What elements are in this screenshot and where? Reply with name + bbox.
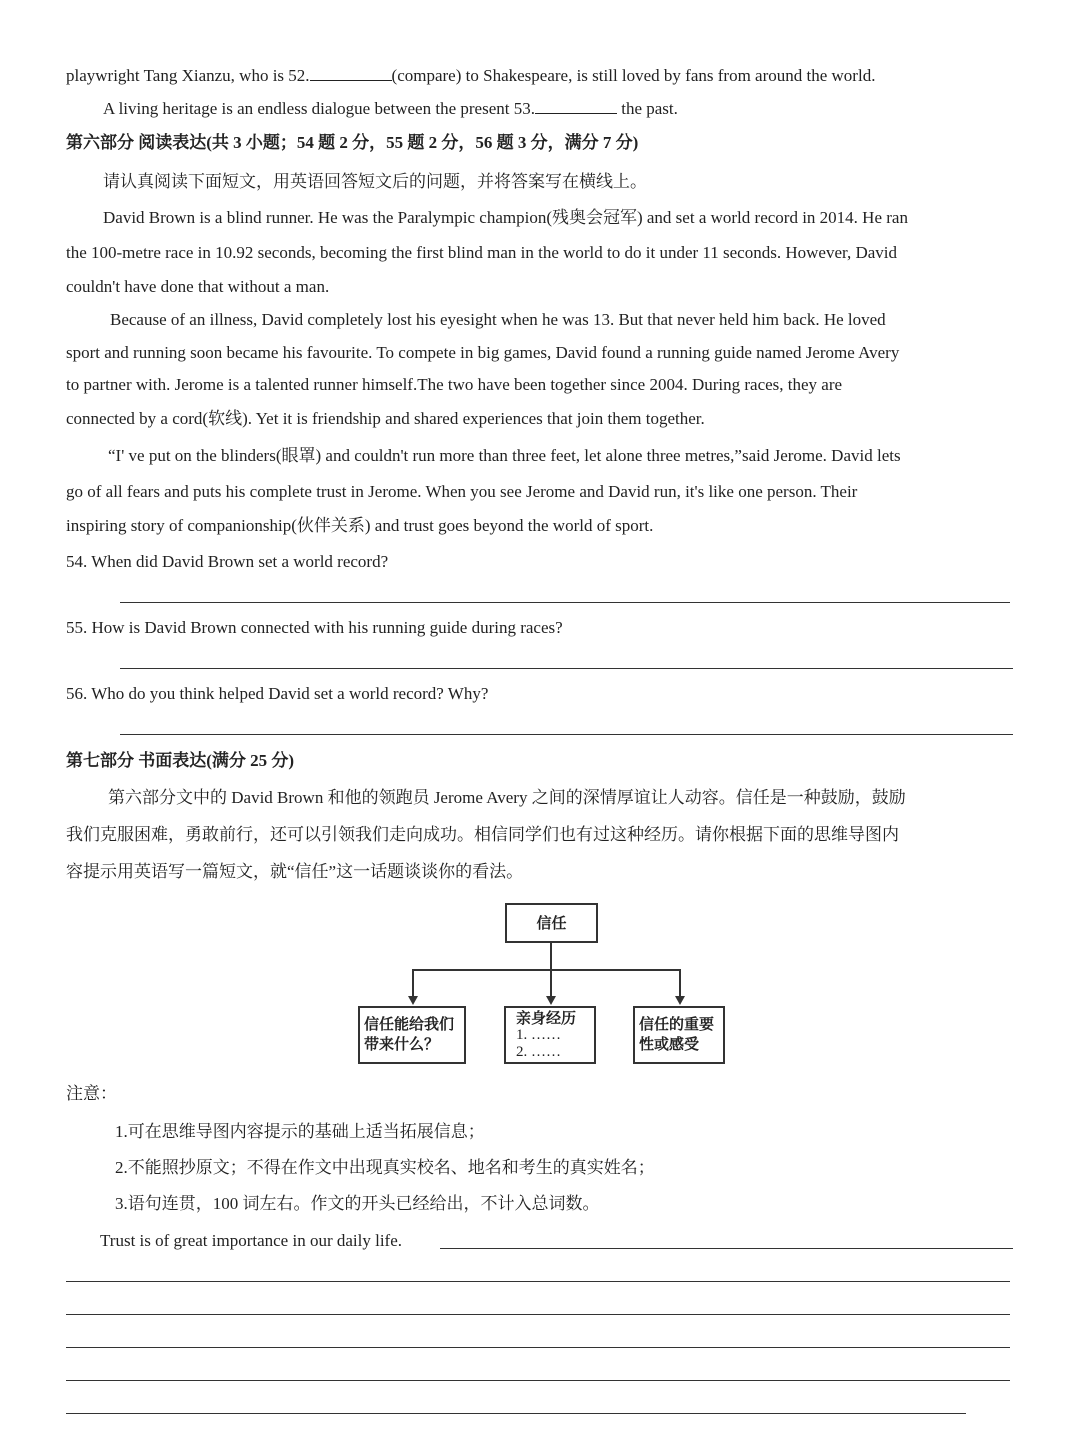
answer-line-56[interactable]: [120, 734, 1013, 735]
part6-instruction: 请认真阅读下面短文，用英语回答短文后的问题，并将答案写在横线上。: [103, 172, 647, 191]
branch-text: 亲身经历: [516, 1009, 577, 1027]
continuation-line-1: [66, 64, 1010, 88]
passage-line: “I' ve put on the blinders(眼罩) and couldn't run more than three feet, let alone three metres,”said Jerome. David lets: [108, 446, 901, 465]
branch-text: 信任的重要: [639, 1015, 715, 1033]
mindmap-branch-3: [633, 1006, 725, 1064]
prompt-line: 容提示用英语写一篇短文，就“信任”这一话题谈谈你的看法。: [66, 862, 524, 881]
passage-line: to partner with. Jerome is a talented runner himself.The two have been together since 2004. During races, they are: [66, 375, 843, 394]
essay-start: Trust is of great importance in our daily life.: [100, 1231, 403, 1250]
essay-line[interactable]: [440, 1248, 1013, 1249]
connector: [679, 969, 681, 997]
essay-line[interactable]: [66, 1347, 1010, 1348]
answer-blank-52[interactable]: [310, 64, 392, 81]
text-segment: A living heritage is an endless dialogue between the present 53.: [103, 99, 535, 118]
passage-line: sport and running soon became his favourite. To compete in big games, David found a running guide named Jerome Avery: [66, 343, 900, 362]
connector: [412, 969, 414, 997]
connector: [550, 943, 552, 970]
branch-text: 2. ……: [516, 1044, 561, 1060]
branch-text: 1. ……: [516, 1027, 561, 1043]
note-item: 3.语句连贯，100 词左右。作文的开头已经给出，不计入总词数。: [115, 1194, 600, 1213]
arrow-icon: [675, 996, 685, 1005]
passage-line: Because of an illness, David completely lost his eyesight when he was 13. But that never held him back. He loved: [110, 310, 886, 329]
essay-line[interactable]: [66, 1380, 1010, 1381]
question-54: 54. When did David Brown set a world record?: [66, 552, 389, 571]
passage-line: go of all fears and puts his complete trust in Jerome. When you see Jerome and David run, it's like one person. Their: [66, 482, 858, 501]
arrow-icon: [408, 996, 418, 1005]
essay-line[interactable]: [66, 1413, 966, 1414]
answer-line-55[interactable]: [120, 668, 1013, 669]
part7-heading: 第七部分 书面表达(满分 25 分): [66, 751, 295, 770]
passage-line: connected by a cord(软线). Yet it is friendship and shared experiences that join them together.: [66, 409, 705, 428]
branch-text: 带来什么？: [364, 1035, 440, 1053]
mindmap-root: [505, 903, 598, 943]
mindmap-root-label: 信任: [536, 914, 567, 932]
prompt-line: 第六部分文中的 David Brown 和他的领跑员 Jerome Avery 之间的深情厚谊让人动容。信任是一种鼓励，鼓励: [108, 788, 906, 807]
essay-line[interactable]: [66, 1314, 1010, 1315]
connector: [550, 969, 552, 997]
passage-line: inspiring story of companionship(伙伴关系) and trust goes beyond the world of sport.: [66, 516, 654, 535]
text-segment: the past.: [616, 99, 678, 118]
essay-line[interactable]: [66, 1281, 1010, 1282]
passage-line: the 100-metre race in 10.92 seconds, becoming the first blind man in the world to do it under 11 seconds. However, David: [66, 243, 898, 262]
answer-line-54[interactable]: [120, 602, 1010, 603]
passage-line: couldn't have done that without a man.: [66, 277, 330, 296]
continuation-line-2: [103, 97, 1010, 121]
part6-heading: 第六部分 阅读表达(共 3 小题；54 题 2 分，55 题 2 分，56 题 3 分，满分 7 分): [66, 133, 639, 152]
question-55: 55. How is David Brown connected with his running guide during races?: [66, 618, 563, 637]
connector: [412, 969, 681, 971]
text-segment: (compare) to Shakespeare, is still loved by fans from around the world.: [391, 66, 876, 85]
arrow-icon: [546, 996, 556, 1005]
answer-blank-53[interactable]: [535, 97, 617, 114]
note-item: 2.不能照抄原文；不得在作文中出现真实校名、地名和考生的真实姓名；: [115, 1158, 655, 1177]
question-56: 56. Who do you think helped David set a world record? Why?: [66, 684, 489, 703]
notes-title: 注意：: [66, 1084, 117, 1103]
passage-line: David Brown is a blind runner. He was the Paralympic champion(残奥会冠军) and set a world record in 2014. He ran: [103, 208, 908, 227]
text-segment: playwright Tang Xianzu, who is 52.: [66, 66, 310, 85]
branch-text: 信任能给我们: [364, 1015, 455, 1033]
mindmap-branch-2: [504, 1006, 596, 1064]
note-item: 1.可在思维导图内容提示的基础上适当拓展信息；: [115, 1122, 485, 1141]
branch-text: 性或感受: [639, 1035, 700, 1053]
prompt-line: 我们克服困难，勇敢前行，还可以引领我们走向成功。相信同学们也有过这种经历。请你根据下面的思维导图内: [66, 825, 899, 844]
mindmap-branch-1: [358, 1006, 466, 1064]
